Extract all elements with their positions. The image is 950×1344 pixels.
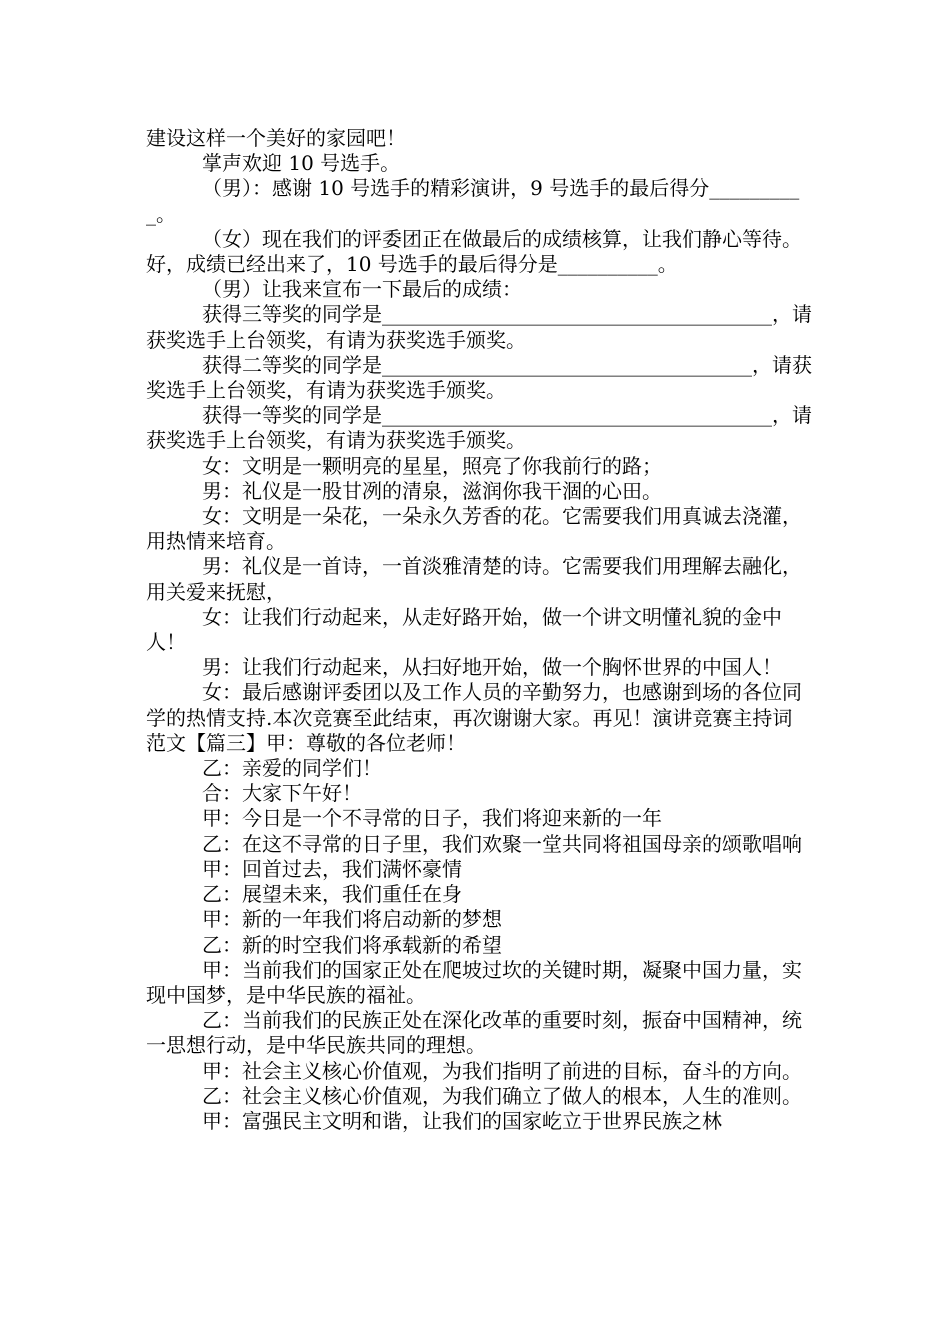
paragraph: 建设这样一个美好的家园吧！: [146, 126, 406, 150]
paragraph: 获得三等奖的同学是_______________________________________，请获奖选手上台领奖，有请为获奖选手颁奖。: [146, 302, 812, 352]
paragraph: 男：让我们行动起来，从扫好地开始，做一个胸怀世界的中国人！: [202, 655, 782, 680]
paragraph: 女：最后感谢评委团以及工作人员的辛勤努力，也感谢到场的各位同学的热情支持.本次竞赛至此结束，再次谢谢大家。再见！演讲竞赛主持词范文【篇三】甲：尊敬的各位老师！: [146, 680, 802, 755]
paragraph: 获得二等奖的同学是_____________________________________，请获奖选手上台领奖，有请为获奖选手颁奖。: [146, 352, 812, 403]
paragraph: 合：大家下午好！: [202, 781, 362, 806]
paragraph: 乙：亲爱的同学们！: [202, 756, 382, 781]
paragraph: 甲：今日是一个不寻常的日子，我们将迎来新的一年: [202, 806, 662, 831]
paragraph: （男）让我来宣布一下最后的成绩：: [202, 277, 522, 302]
paragraph: 甲：回首过去，我们满怀豪情: [202, 856, 462, 881]
paragraph: 掌声欢迎 10 号选手。: [202, 151, 401, 176]
paragraph: 乙：当前我们的民族正处在深化改革的重要时刻，振奋中国精神，统一思想行动，是中华民族共同的理想。: [146, 1008, 802, 1058]
paragraph: 男：礼仪是一股甘冽的清泉，滋润你我干涸的心田。: [202, 478, 662, 503]
paragraph: （男）：感谢 10 号选手的精彩演讲，9 号选手的最后得分__________。: [146, 176, 800, 226]
paragraph: 女：文明是一颗明亮的星星，照亮了你我前行的路；: [202, 453, 662, 478]
paragraph: 乙：社会主义核心价值观，为我们确立了做人的根本，人生的准则。: [202, 1083, 802, 1108]
paragraph: 甲：当前我们的国家正处在爬坡过坎的关键时期，凝聚中国力量，实现中国梦，是中华民族的福祉。: [146, 957, 802, 1007]
paragraph: 乙：展望未来，我们重任在身: [202, 882, 462, 907]
paragraph: 女：让我们行动起来，从走好路开始，做一个讲文明懂礼貌的金中人！: [146, 604, 782, 655]
paragraph: 甲：社会主义核心价值观，为我们指明了前进的目标，奋斗的方向。: [202, 1058, 802, 1083]
paragraph: （女）现在我们的评委团正在做最后的成绩核算，让我们静心等待。好，成绩已经出来了，10 号选手的最后得分是__________。: [146, 226, 802, 277]
paragraph: 乙：在这不寻常的日子里，我们欢聚一堂共同将祖国母亲的颂歌唱响: [202, 831, 802, 856]
paragraph: 获得一等奖的同学是_______________________________________，请获奖选手上台领奖，有请为获奖选手颁奖。: [146, 403, 812, 453]
paragraph: 甲：新的一年我们将启动新的梦想: [202, 907, 502, 932]
paragraph: 女：文明是一朵花，一朵永久芳香的花。它需要我们用真诚去浇灌，用热情来培育。: [146, 504, 802, 554]
paragraph: 乙：新的时空我们将承载新的希望: [202, 932, 502, 957]
paragraph: 甲：富强民主文明和谐，让我们的国家屹立于世界民族之林: [202, 1108, 722, 1133]
paragraph: 男：礼仪是一首诗，一首淡雅清楚的诗。它需要我们用理解去融化，用关爱来抚慰，: [146, 554, 802, 604]
document-body: [146, 126, 812, 1134]
